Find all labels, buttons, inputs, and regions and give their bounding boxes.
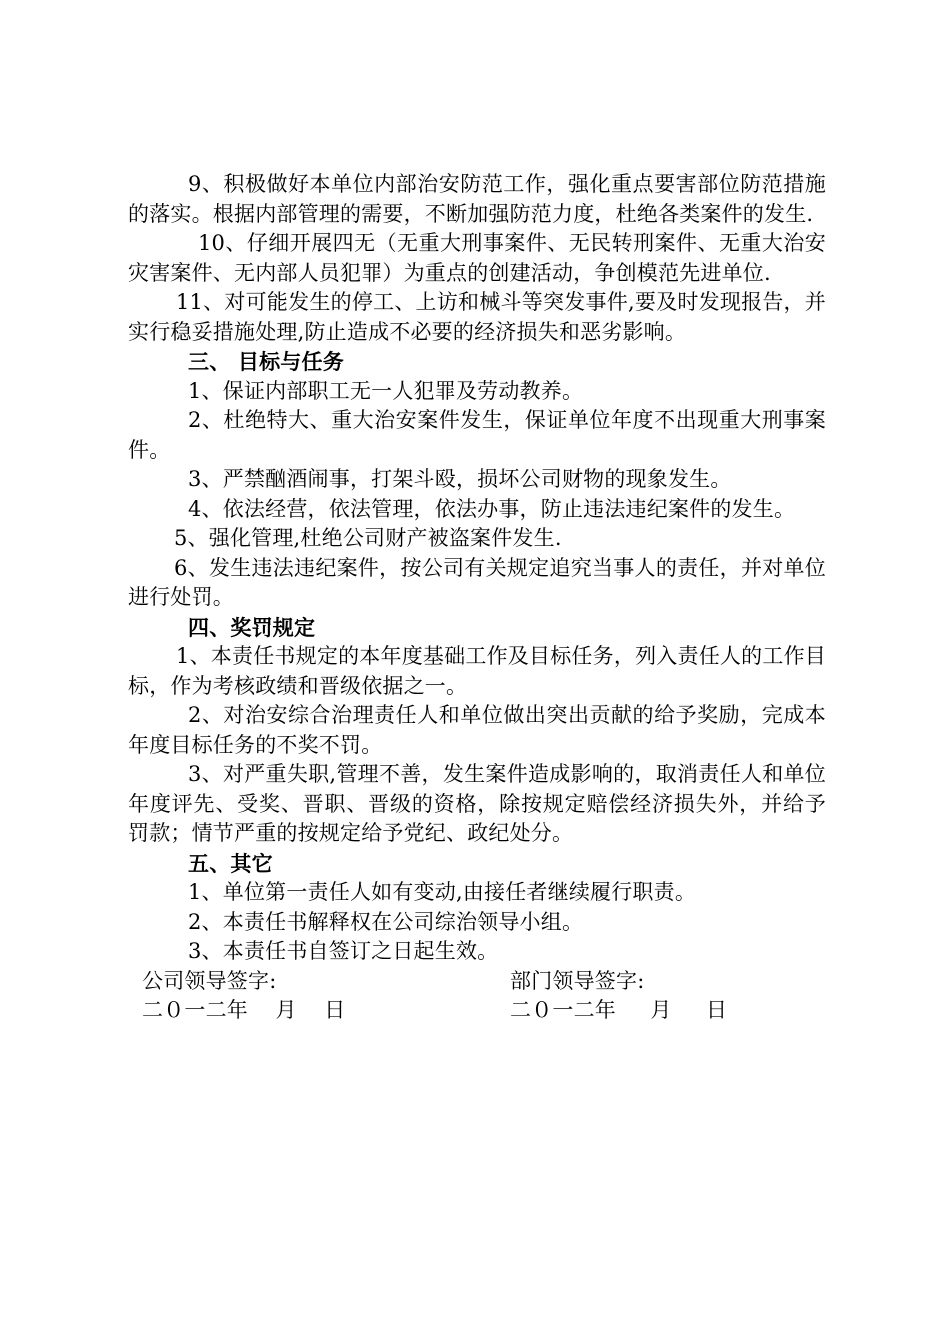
company-signature-label: 公司领导签字: bbox=[142, 968, 277, 993]
company-signature-date: 二０一二年 月 日 bbox=[142, 998, 346, 1022]
signature-date-row bbox=[128, 996, 826, 1026]
other-item-1: 1、单位第一责任人如有变动,由接任者继续履行职责。 bbox=[188, 880, 697, 904]
goal-item-5: 5、强化管理,杜绝公司财产被盗案件发生. bbox=[174, 526, 562, 550]
department-signature-label: 部门领导签字: bbox=[510, 968, 645, 993]
document-body bbox=[128, 170, 826, 1026]
reward-item-3: 3、对严重失职,管理不善，发生案件造成影响的，取消责任人和单位年度评先、受奖、晋职、晋级的资格，除按规定赔偿经济损失外，并给予罚款；情节严重的按规定给予党纪、政纪处分。 bbox=[128, 762, 826, 845]
goal-item-3: 3、严禁酗酒闹事，打架斗殴，损坏公司财物的现象发生。 bbox=[188, 467, 732, 491]
reward-item-1: 1、本责任书规定的本年度基础工作及目标任务，列入责任人的工作目标，作为考核政绩和晋级依据之一。 bbox=[128, 644, 826, 698]
goal-item-1: 1、保证内部职工无一人犯罪及劳动教养。 bbox=[188, 378, 584, 403]
section-heading-goals: 三、 目标与任务 bbox=[188, 349, 344, 374]
signature-label-row bbox=[128, 967, 826, 997]
goal-item-2: 2、杜绝特大、重大治安案件发生，保证单位年度不出现重大刑事案件。 bbox=[128, 408, 826, 462]
department-signature-date: 二０一二年 月 日 bbox=[510, 998, 728, 1022]
paragraph-item-11: 11、对可能发生的停工、上访和械斗等突发事件,要及时发现报告，并实行稳妥措施处理,防止造成不必要的经济损失和恶劣影响。 bbox=[128, 290, 826, 344]
paragraph-item-10: 10、仔细开展四无（无重大刑事案件、无民转刑案件、无重大治安灾害案件、无内部人员犯罪）为重点的创建活动，争创模范先进单位. bbox=[128, 231, 826, 285]
goal-item-6: 6、发生违法违纪案件，按公司有关规定追究当事人的责任，并对单位进行处罚。 bbox=[128, 555, 826, 609]
section-heading-other: 五、其它 bbox=[188, 850, 273, 876]
reward-item-2: 2、对治安综合治理责任人和单位做出突出贡献的给予奖励，完成本年度目标任务的不奖不罚。 bbox=[128, 703, 826, 757]
other-item-3: 3、本责任书自签订之日起生效。 bbox=[188, 939, 499, 963]
paragraph-item-9: 9、积极做好本单位内部治安防范工作，强化重点要害部位防范措施的落实。根据内部管理的需要，不断加强防范力度，杜绝各类案件的发生. bbox=[128, 172, 826, 226]
other-item-2: 2、本责任书解释权在公司综治领导小组。 bbox=[188, 909, 584, 934]
section-heading-rewards: 四、奖罚规定 bbox=[188, 614, 316, 640]
goal-item-4: 4、依法经营，依法管理，依法办事，防止违法违纪案件的发生。 bbox=[188, 496, 796, 521]
